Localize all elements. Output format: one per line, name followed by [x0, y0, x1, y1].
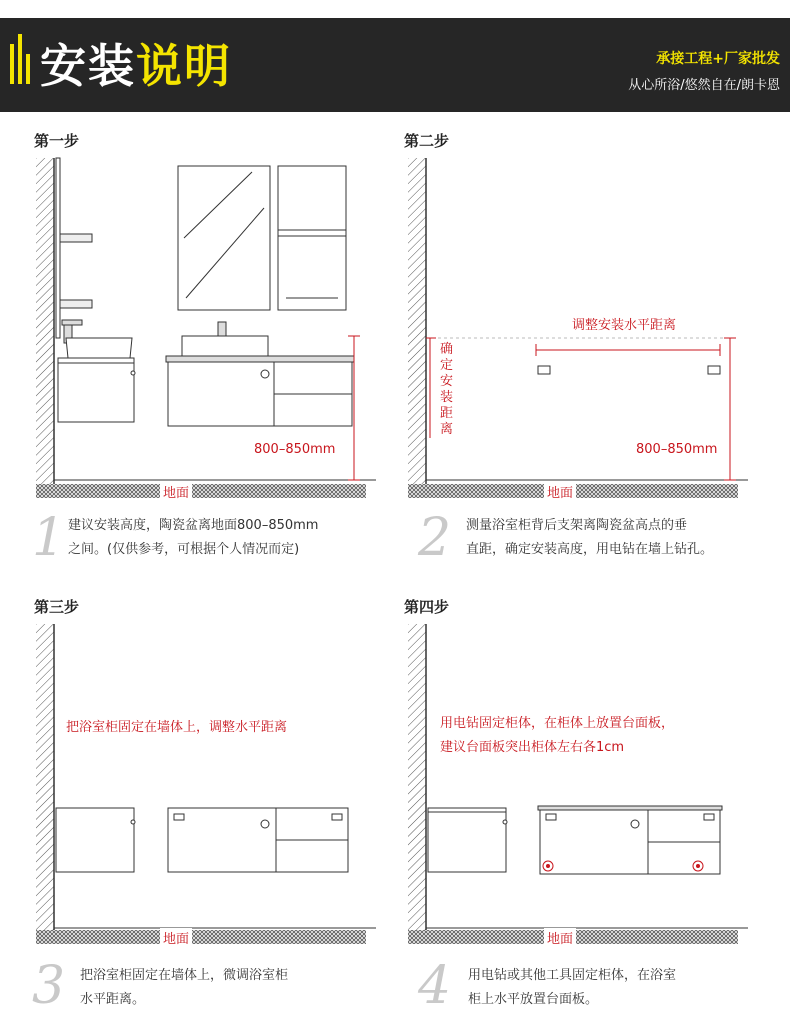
step1-height-label: 800–850mm — [254, 442, 336, 457]
header-tagline — [628, 48, 780, 93]
step4-floor-label: 地面 — [544, 928, 576, 947]
step4-note: 用电钻固定柜体，在柜体上放置台面板， 建议台面板突出柜体左右各1cm — [440, 716, 675, 755]
step3-floor — [36, 930, 366, 944]
step3-floor-label: 地面 — [160, 928, 192, 947]
step3-description: 把浴室柜固定在墙体上，微调浴室柜 水平距离。 — [80, 968, 289, 1007]
step1-description: 建议安装高度，陶瓷盆离地面800–850mm 之间。(仅供参考，可根据个人情况而定) — [68, 518, 319, 557]
step1-title: 第一步 — [34, 132, 80, 150]
step2-number: 2 — [418, 508, 452, 568]
step3-note: 把浴室柜固定在墙体上，调整水平距离 — [66, 720, 288, 735]
step2-description: 测量浴室柜背后支架离陶瓷盆高点的垂 直距，确定安装高度，用电钻在墙上钻孔。 — [466, 518, 714, 557]
step1-number: 1 — [32, 508, 66, 568]
step1-floor — [36, 484, 366, 498]
step2-horizontal-label: 调整安装水平距离 — [572, 318, 677, 333]
step3-diagram — [36, 624, 376, 944]
step3-title: 第三步 — [34, 598, 80, 616]
tagline-secondary: 从心所浴/悠然自在/朗卡恩 — [628, 78, 780, 93]
step2-title: 第二步 — [404, 132, 450, 150]
page-title: 安装说明 — [40, 39, 232, 93]
step4-diagram — [408, 624, 748, 944]
stripes-icon — [10, 34, 36, 84]
step4-number: 4 — [418, 956, 452, 1016]
step2-height-label: 800–850mm — [636, 442, 718, 457]
step1-floor-label: 地面 — [160, 482, 192, 501]
step4-title: 第四步 — [404, 598, 450, 616]
step2-floor-label: 地面 — [544, 482, 576, 501]
tagline-primary: 承接工程+厂家批发 — [656, 51, 780, 67]
step4-description: 用电钻或其他工具固定柜体，在浴室 柜上水平放置台面板。 — [468, 968, 677, 1007]
step2-vertical-label: 确定安装距离 — [440, 342, 454, 437]
step3-number: 3 — [32, 956, 66, 1016]
page-header — [0, 18, 790, 112]
